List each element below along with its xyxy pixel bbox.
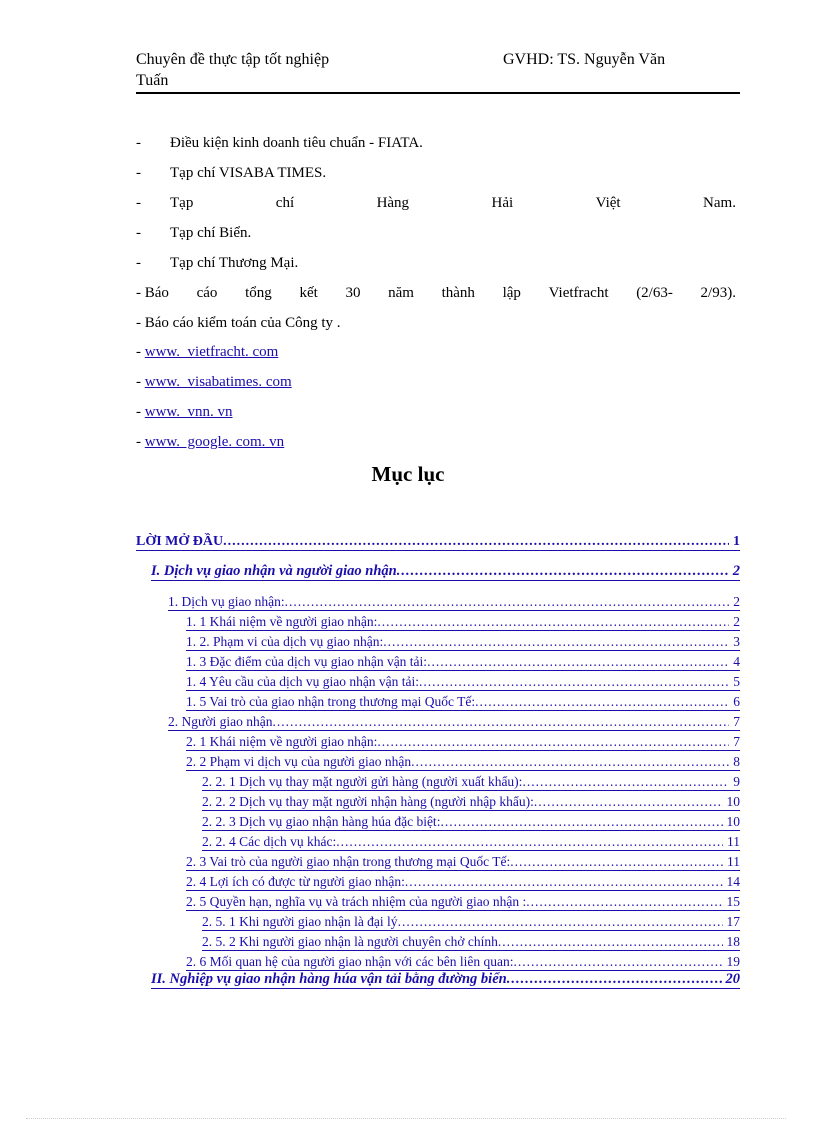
- header-supervisor-continuation: Tuấn: [136, 72, 169, 89]
- toc-entry[interactable]: [186, 613, 740, 631]
- toc-entry[interactable]: [151, 971, 740, 989]
- toc-leader-dots: [522, 774, 729, 790]
- toc-entry[interactable]: [186, 693, 740, 711]
- toc-entry-label: 2. 6 Mối quan hệ của người giao nhận với các bên liên quan:: [186, 954, 514, 969]
- toc-leader-dots: [272, 714, 729, 730]
- toc-entry[interactable]: [202, 913, 740, 931]
- toc-page-number: 8: [733, 754, 740, 769]
- reference-item: [136, 373, 736, 391]
- toc-entry-label: 2. 5. 1 Khi người giao nhận là đại lý: [202, 914, 398, 929]
- toc-entry-label: 2. 1 Khái niệm về người giao nhận:: [186, 734, 378, 749]
- toc-entry[interactable]: [168, 713, 740, 731]
- toc-page-number: 9: [733, 774, 740, 789]
- toc-entry[interactable]: [186, 753, 740, 771]
- toc-entry[interactable]: [151, 563, 740, 581]
- toc-entry-label: 2. 5. 2 Khi người giao nhận là người chuyên chở chính: [202, 934, 498, 949]
- reference-link[interactable]: www. google. com. vn: [144, 434, 285, 450]
- reference-text: Tạp chí Thương Mại.: [170, 255, 299, 271]
- toc-leader-dots: [223, 534, 729, 550]
- toc-entry-label: LỜI MỞ ĐẦU: [136, 534, 224, 549]
- reference-word: lập: [502, 285, 521, 301]
- reference-word: 30: [345, 285, 361, 301]
- toc-page-number: 6: [733, 694, 740, 709]
- toc-entry-label: 2. 2. 4 Các dịch vụ khác:: [202, 834, 337, 849]
- toc-entry-label: I. Dịch vụ giao nhận và người giao nhận: [151, 563, 397, 579]
- reference-link[interactable]: www. vietfracht. com: [144, 344, 279, 360]
- reference-bullet: -: [136, 434, 145, 450]
- reference-word: Vietfracht: [548, 285, 609, 301]
- toc-entry[interactable]: [186, 673, 740, 691]
- toc-title: Mục lục: [371, 462, 445, 486]
- toc-entry[interactable]: [186, 953, 740, 971]
- header-document-title: Chuyên đề thực tập tốt nghiệp: [136, 51, 330, 68]
- toc-entry-label: 1. Dịch vụ giao nhận:: [168, 594, 285, 609]
- toc-page-number: 3: [733, 634, 740, 649]
- toc-page-number: 11: [727, 834, 740, 849]
- toc-page-number: 4: [733, 654, 740, 669]
- reference-word: chí: [275, 195, 295, 211]
- toc-entry-label: 2. 4 Lợi ích có được từ người giao nhận:: [186, 874, 405, 889]
- reference-bullet: -: [136, 374, 145, 390]
- toc-leader-dots: [427, 654, 729, 670]
- header-supervisor: GVHD: TS. Nguyễn Văn: [503, 51, 666, 68]
- toc-entry[interactable]: [186, 873, 740, 891]
- toc-entry-label: 2. 5 Quyền hạn, nghĩa vụ và trách nhiệm của người giao nhận :: [186, 894, 527, 909]
- toc-leader-dots: [475, 694, 729, 710]
- toc-entry[interactable]: [186, 893, 740, 911]
- reference-word: - Báo: [136, 285, 169, 301]
- reference-item: [136, 433, 736, 451]
- toc-entry[interactable]: [186, 653, 740, 671]
- toc-leader-dots: [419, 674, 729, 690]
- toc-page-number: 11: [727, 854, 740, 869]
- toc-entry-label: 1. 5 Vai trò của giao nhận trong thương mại Quốc Tế:: [186, 694, 476, 709]
- toc-leader-dots: [526, 894, 722, 910]
- toc-entry-label: 2. 2. 3 Dịch vụ giao nhận hàng húa đặc biệt:: [202, 814, 441, 829]
- reference-word: 2/93).: [700, 285, 736, 301]
- toc-page-number: 17: [726, 914, 740, 929]
- toc-page-number: 2: [732, 563, 740, 579]
- reference-word: cáo: [196, 285, 218, 301]
- toc-page-number: 10: [726, 814, 740, 829]
- toc-entry[interactable]: [186, 733, 740, 751]
- toc-page-number: 2: [733, 594, 740, 609]
- reference-text: Tạp chí Biển.: [170, 225, 252, 241]
- toc-entry[interactable]: [202, 773, 740, 791]
- reference-item: [136, 194, 736, 212]
- reference-bullet: -: [136, 165, 141, 181]
- toc-entry[interactable]: [202, 833, 740, 851]
- toc-leader-dots: [377, 734, 729, 750]
- toc-page-number: 20: [725, 971, 740, 987]
- toc-entry[interactable]: [202, 933, 740, 951]
- toc-entry-label: 1. 3 Đặc điểm của dịch vụ giao nhận vận tải:: [186, 654, 428, 669]
- reference-item: [136, 403, 736, 421]
- toc-leader-dots: [498, 934, 723, 950]
- toc-page-number: 14: [726, 874, 740, 889]
- toc-leader-dots: [398, 914, 723, 930]
- toc-entry-label: 2. 2. 1 Dịch vụ thay mặt người gửi hàng (người xuất khẩu):: [202, 774, 523, 789]
- header-divider: [136, 92, 740, 94]
- toc-entry-label: 1. 1 Khái niệm về người giao nhận:: [186, 614, 378, 629]
- toc-leader-dots: [336, 834, 723, 850]
- toc-entry-label: 2. Người giao nhận: [168, 714, 273, 729]
- toc-entry-label: 1. 4 Yêu cầu của dịch vụ giao nhận vận tải:: [186, 674, 420, 689]
- toc-leader-dots: [383, 634, 729, 650]
- reference-bullet: -: [136, 344, 145, 360]
- reference-link[interactable]: www. visabatimes. com: [144, 374, 292, 390]
- toc-leader-dots: [405, 874, 723, 890]
- toc-page-number: 15: [726, 894, 740, 909]
- reference-text: Điều kiện kinh doanh tiêu chuẩn - FIATA.: [170, 135, 423, 151]
- toc-entry[interactable]: [202, 793, 740, 811]
- reference-word: Việt: [595, 195, 621, 211]
- toc-entry[interactable]: [136, 533, 740, 551]
- toc-page-number: 2: [733, 614, 740, 629]
- toc-entry-label: 2. 2. 2 Dịch vụ thay mặt người nhận hàng (người nhập khẩu):: [202, 794, 534, 809]
- reference-bullet: -: [136, 404, 145, 420]
- toc-entry[interactable]: [186, 853, 740, 871]
- toc-leader-dots: [377, 614, 729, 630]
- reference-bullet: -: [136, 225, 141, 241]
- reference-item: [136, 284, 736, 302]
- toc-entry-label: 2. 3 Vai trò của người giao nhận trong thương mại Quốc Tế:: [186, 854, 511, 869]
- toc-page-number: 7: [733, 734, 740, 749]
- reference-link[interactable]: www. vnn. vn: [144, 404, 233, 420]
- toc-page-number: 19: [726, 954, 740, 969]
- reference-text: - Báo cáo kiểm toán của Công ty .: [136, 315, 341, 331]
- reference-word: thành: [441, 285, 475, 301]
- reference-text: Tạp chí VISABA TIMES.: [170, 165, 327, 181]
- toc-page-number: 18: [726, 934, 740, 949]
- reference-bullet: -: [136, 195, 141, 211]
- reference-word: Tạp: [170, 195, 194, 211]
- toc-entry-label: II. Nghiệp vụ giao nhận hàng húa vận tải bằng đường biển: [151, 971, 507, 987]
- toc-entry-label: 2. 2 Phạm vi dịch vụ của người giao nhận: [186, 754, 412, 769]
- toc-leader-dots: [514, 954, 723, 970]
- toc-page-number: 10: [726, 794, 740, 809]
- toc-leader-dots: [507, 971, 722, 988]
- reference-word: Hàng: [376, 195, 410, 211]
- toc-entry[interactable]: [168, 593, 740, 611]
- toc-page-number: 1: [733, 534, 740, 549]
- reference-word: kết: [299, 285, 318, 301]
- reference-word: năm: [388, 285, 414, 301]
- reference-word: (2/63-: [636, 285, 673, 301]
- toc-entry[interactable]: [186, 633, 740, 651]
- toc-leader-dots: [411, 754, 729, 770]
- reference-bullet: -: [136, 135, 141, 151]
- toc-page-number: 5: [733, 674, 740, 689]
- toc-entry[interactable]: [202, 813, 740, 831]
- reference-word: Nam.: [703, 195, 736, 211]
- toc-leader-dots: [440, 814, 722, 830]
- toc-leader-dots: [534, 794, 723, 810]
- toc-leader-dots: [397, 563, 729, 580]
- reference-item: [136, 343, 736, 361]
- toc-page-number: 7: [733, 714, 740, 729]
- toc-leader-dots: [510, 854, 723, 870]
- page-bottom-divider: [26, 1118, 786, 1119]
- toc-leader-dots: [285, 594, 730, 610]
- toc-entry-label: 1. 2. Phạm vi của dịch vụ giao nhận:: [186, 634, 384, 649]
- reference-word: tổng: [245, 285, 272, 301]
- reference-bullet: -: [136, 255, 141, 271]
- reference-item: [136, 314, 736, 332]
- reference-word: Hải: [491, 195, 514, 211]
